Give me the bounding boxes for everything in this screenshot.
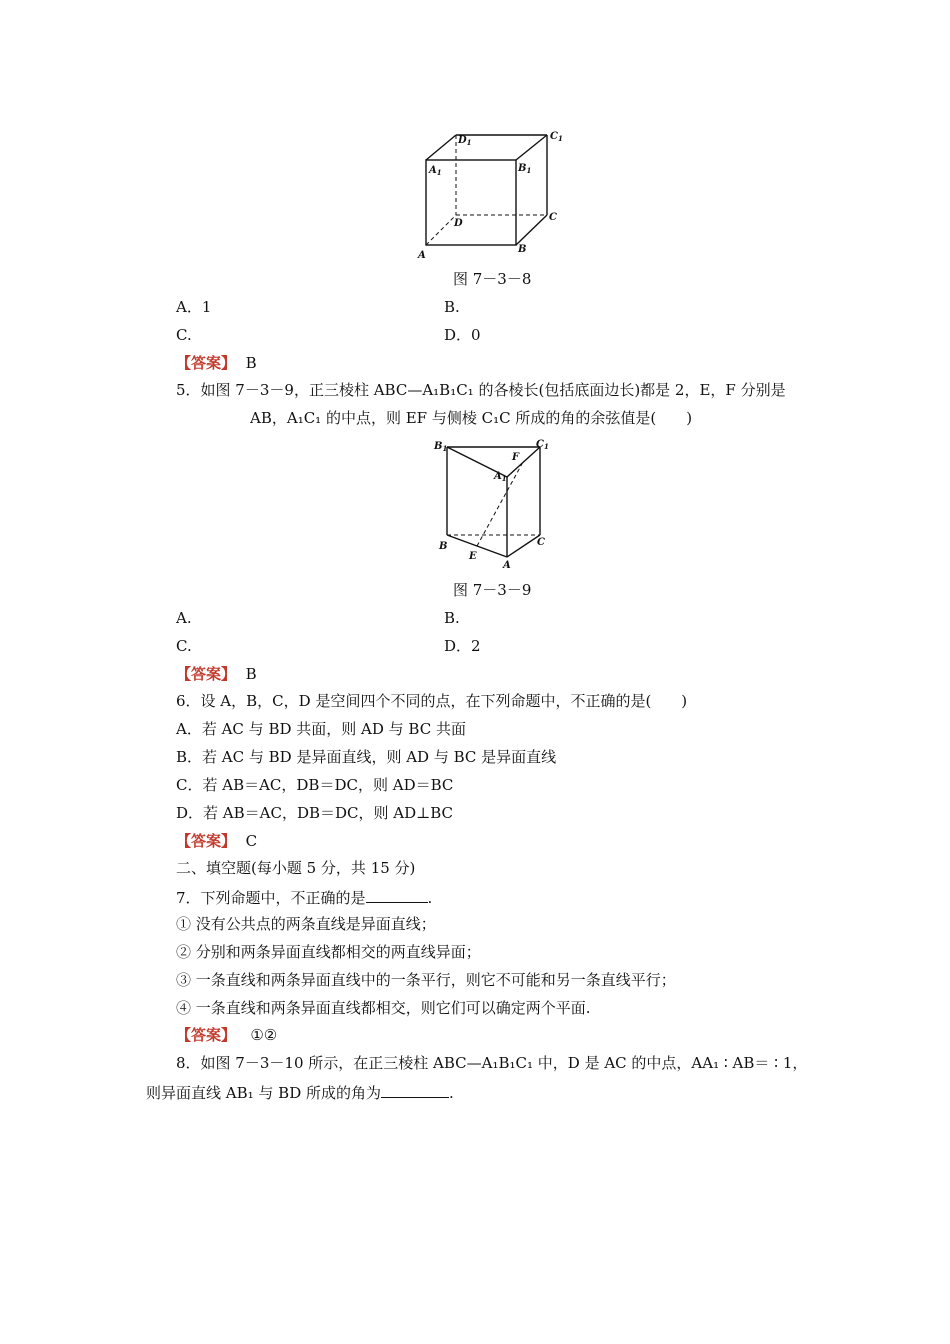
q4-option-d: D．0	[444, 326, 481, 344]
q6-option-c: C．若 AB＝AC，DB＝DC，则 AD＝BC	[176, 776, 454, 794]
q7-item-1: ① 没有公共点的两条直线是异面直线；	[176, 915, 436, 933]
figure-prism	[430, 435, 555, 570]
q6-answer: 【答案】 C	[176, 832, 258, 850]
label-E: E	[469, 551, 477, 562]
label-A: A	[503, 560, 511, 570]
q4-option-a: A．1	[176, 298, 212, 316]
q7-item-2: ② 分别和两条异面直线都相交的两直线异面；	[176, 943, 481, 961]
label-B: B	[518, 244, 527, 255]
label-B1: $B_1$	[518, 163, 532, 175]
q8-stem-line1: 8．如图 7－3－10 所示，在正三棱柱 ABC—A₁B₁C₁ 中，D 是 AC 的中点，AA₁ ∶ AB＝ ∶ 1，	[176, 1054, 808, 1072]
q6-option-d: D．若 AB＝AC，DB＝DC，则 AD⊥BC	[176, 804, 454, 822]
figure-caption: 图 7－3－9	[453, 581, 532, 599]
q6-option-b: B．若 AC 与 BD 是异面直线，则 AD 与 BC 是异面直线	[176, 748, 557, 766]
label-A: A	[418, 250, 426, 261]
q6-stem: 6．设 A，B，C，D 是空间四个不同的点，在下列命题中，不正确的是( )	[176, 692, 688, 710]
label-D: D	[454, 218, 463, 229]
figure-cube	[410, 125, 570, 265]
figure-caption: 图 7－3－8	[453, 270, 532, 288]
label-C1: $C_1$	[536, 439, 549, 451]
q7-answer: 【答案】 ①②	[176, 1026, 278, 1044]
label-C1: $C_1$	[550, 131, 563, 143]
label-D1: $D_1$	[458, 135, 472, 147]
section-heading: 二、填空题(每小题 5 分，共 15 分)	[176, 859, 416, 877]
q5-stem-line1: 5．如图 7－3－9，正三棱柱 ABC—A₁B₁C₁ 的各棱长(包括底面边长)都是 2，E，F 分别是	[176, 381, 786, 399]
label-F: F	[512, 452, 520, 463]
q4-option-b: B.	[444, 298, 460, 316]
q7-item-3: ③ 一条直线和两条异面直线中的一条平行，则它不可能和另一条直线平行；	[176, 971, 676, 989]
q5-answer: 【答案】 B	[176, 665, 257, 683]
q5-option-c: C.	[176, 637, 192, 655]
label-B1: $B_1$	[434, 441, 448, 453]
q4-option-c: C.	[176, 326, 192, 344]
q5-stem-line2: AB，A₁C₁ 的中点，则 EF 与侧棱 C₁C 所成的角的余弦值是( )	[250, 409, 693, 427]
q7-item-4: ④ 一条直线和两条异面直线都相交，则它们可以确定两个平面.	[176, 999, 591, 1017]
q7-stem: 7．下列命题中，不正确的是 .	[176, 886, 432, 908]
label-B: B	[439, 541, 448, 552]
q7-blank[interactable]	[366, 886, 428, 903]
q5-option-a: A.	[176, 609, 192, 627]
q8-stem-line2: 则异面直线 AB₁ 与 BD 所成的角为 .	[146, 1081, 454, 1103]
q6-option-a: A．若 AC 与 BD 共面，则 AD 与 BC 共面	[176, 720, 466, 738]
q8-blank[interactable]	[381, 1081, 449, 1098]
label-C: C	[537, 537, 545, 548]
q5-option-d: D．2	[444, 637, 481, 655]
label-C: C	[549, 212, 557, 223]
q4-answer: 【答案】 B	[176, 354, 257, 372]
label-A1: $A_1$	[429, 165, 442, 177]
label-A1: $A_1$	[494, 471, 507, 483]
q5-option-b: B.	[444, 609, 460, 627]
